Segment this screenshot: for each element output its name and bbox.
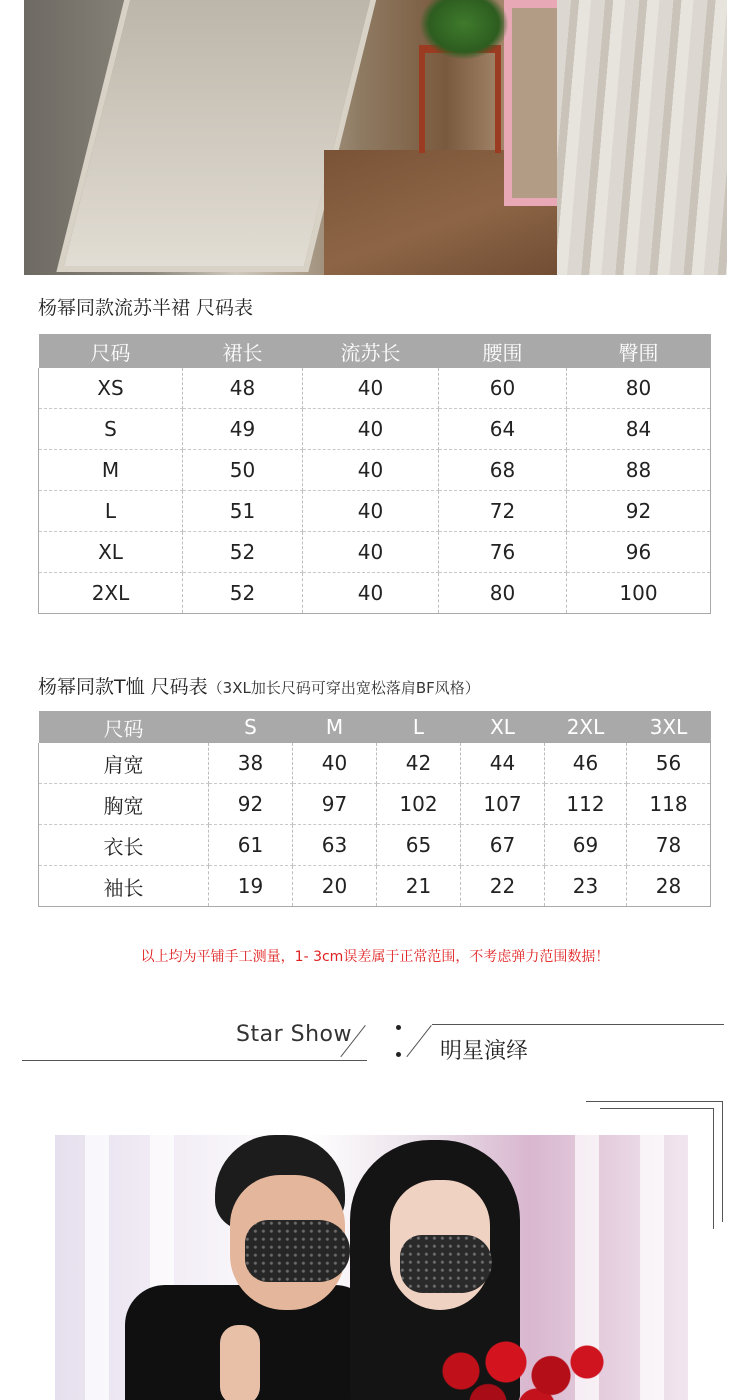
table-cell: 19 bbox=[209, 866, 293, 907]
table-cell: 92 bbox=[567, 491, 711, 532]
table-cell: 61 bbox=[209, 825, 293, 866]
header-cell: 尺码 bbox=[39, 711, 209, 743]
table-cell: 48 bbox=[183, 368, 303, 409]
tee-title-note: （3XL加长尺码可穿出宽松落肩BF风格） bbox=[207, 679, 480, 697]
table-cell: 92 bbox=[209, 784, 293, 825]
table-cell: 40 bbox=[303, 573, 439, 614]
stage-light bbox=[640, 1135, 664, 1400]
table-row bbox=[39, 450, 711, 491]
table-cell: 40 bbox=[303, 368, 439, 409]
header-cell: S bbox=[209, 711, 293, 743]
table-cell: 50 bbox=[183, 450, 303, 491]
curtain bbox=[557, 0, 727, 275]
skirt-size-chart-title: 杨幂同款流苏半裙 尺码表 bbox=[38, 297, 254, 319]
tee-size-chart-title bbox=[38, 672, 480, 699]
header-cell: 裙长 bbox=[183, 334, 303, 368]
table-cell: 80 bbox=[439, 573, 567, 614]
size-cell: 2XL bbox=[39, 573, 183, 614]
table-cell: 68 bbox=[439, 450, 567, 491]
table-cell: 84 bbox=[567, 409, 711, 450]
red-stool bbox=[419, 45, 501, 153]
product-photo-top bbox=[24, 0, 727, 275]
sequin-mask bbox=[400, 1235, 492, 1293]
table-cell: 112 bbox=[545, 784, 627, 825]
table-cell: 49 bbox=[183, 409, 303, 450]
table-cell: 20 bbox=[293, 866, 377, 907]
table-row bbox=[39, 409, 711, 450]
measurement-disclaimer: 以上均为平铺手工测量，1- 3cm误差属于正常范围，不考虑弹力范围数据！ bbox=[140, 949, 610, 965]
star-show-heading-cn: 明星演绎 bbox=[440, 1039, 529, 1064]
size-cell: L bbox=[39, 491, 183, 532]
table-cell: 51 bbox=[183, 491, 303, 532]
table-cell: 76 bbox=[439, 532, 567, 573]
table-cell: 69 bbox=[545, 825, 627, 866]
table-row bbox=[39, 573, 711, 614]
table-cell: 21 bbox=[377, 866, 461, 907]
celebrity-photo bbox=[55, 1135, 688, 1400]
table-row bbox=[39, 368, 711, 409]
table-header-row bbox=[39, 711, 711, 743]
table-cell: 46 bbox=[545, 743, 627, 784]
divider-dot bbox=[396, 1025, 401, 1030]
divider-line-left bbox=[22, 1060, 367, 1061]
header-cell: 3XL bbox=[627, 711, 711, 743]
table-header-row bbox=[39, 334, 711, 368]
header-cell: XL bbox=[461, 711, 545, 743]
table-cell: 100 bbox=[567, 573, 711, 614]
table-row bbox=[39, 825, 711, 866]
table-cell: 88 bbox=[567, 450, 711, 491]
table-cell: 44 bbox=[461, 743, 545, 784]
size-cell: S bbox=[39, 409, 183, 450]
header-cell: 2XL bbox=[545, 711, 627, 743]
table-row bbox=[39, 866, 711, 907]
divider-line-right bbox=[432, 1024, 724, 1025]
size-cell: XS bbox=[39, 368, 183, 409]
header-cell: 流苏长 bbox=[303, 334, 439, 368]
header-cell: 腰围 bbox=[439, 334, 567, 368]
header-cell: 尺码 bbox=[39, 334, 183, 368]
table-row bbox=[39, 784, 711, 825]
sequin-mask bbox=[245, 1220, 350, 1282]
table-row bbox=[39, 491, 711, 532]
table-row bbox=[39, 532, 711, 573]
table-cell: 63 bbox=[293, 825, 377, 866]
peace-sign-hand bbox=[220, 1325, 260, 1400]
table-cell: 72 bbox=[439, 491, 567, 532]
table-cell: 107 bbox=[461, 784, 545, 825]
table-cell: 60 bbox=[439, 368, 567, 409]
size-cell: M bbox=[39, 450, 183, 491]
header-cell: L bbox=[377, 711, 461, 743]
table-cell: 102 bbox=[377, 784, 461, 825]
header-cell: M bbox=[293, 711, 377, 743]
table-cell: 67 bbox=[461, 825, 545, 866]
divider-slash bbox=[406, 1025, 431, 1057]
stage-light bbox=[85, 1135, 109, 1400]
table-cell: 80 bbox=[567, 368, 711, 409]
table-cell: 96 bbox=[567, 532, 711, 573]
table-cell: 40 bbox=[293, 743, 377, 784]
star-show-heading-en: Star Show bbox=[236, 1022, 352, 1047]
table-cell: 78 bbox=[627, 825, 711, 866]
measure-label-cell: 袖长 bbox=[39, 866, 209, 907]
table-cell: 42 bbox=[377, 743, 461, 784]
table-cell: 23 bbox=[545, 866, 627, 907]
skirt-size-table bbox=[38, 334, 711, 614]
table-cell: 56 bbox=[627, 743, 711, 784]
table-cell: 65 bbox=[377, 825, 461, 866]
table-cell: 38 bbox=[209, 743, 293, 784]
table-cell: 64 bbox=[439, 409, 567, 450]
table-cell: 52 bbox=[183, 573, 303, 614]
table-cell: 28 bbox=[627, 866, 711, 907]
measure-label-cell: 胸宽 bbox=[39, 784, 209, 825]
table-cell: 40 bbox=[303, 532, 439, 573]
table-cell: 118 bbox=[627, 784, 711, 825]
rose-bouquet bbox=[425, 1335, 605, 1400]
table-cell: 22 bbox=[461, 866, 545, 907]
table-cell: 40 bbox=[303, 409, 439, 450]
table-cell: 40 bbox=[303, 491, 439, 532]
size-cell: XL bbox=[39, 532, 183, 573]
table-row bbox=[39, 743, 711, 784]
table-cell: 40 bbox=[303, 450, 439, 491]
tee-title-text: 杨幂同款T恤 尺码表 bbox=[38, 676, 208, 698]
measure-label-cell: 肩宽 bbox=[39, 743, 209, 784]
divider-dot bbox=[396, 1052, 401, 1057]
potted-plant bbox=[419, 0, 509, 60]
table-cell: 97 bbox=[293, 784, 377, 825]
header-cell: 臀围 bbox=[567, 334, 711, 368]
tee-size-table bbox=[38, 711, 711, 907]
measure-label-cell: 衣长 bbox=[39, 825, 209, 866]
table-cell: 52 bbox=[183, 532, 303, 573]
